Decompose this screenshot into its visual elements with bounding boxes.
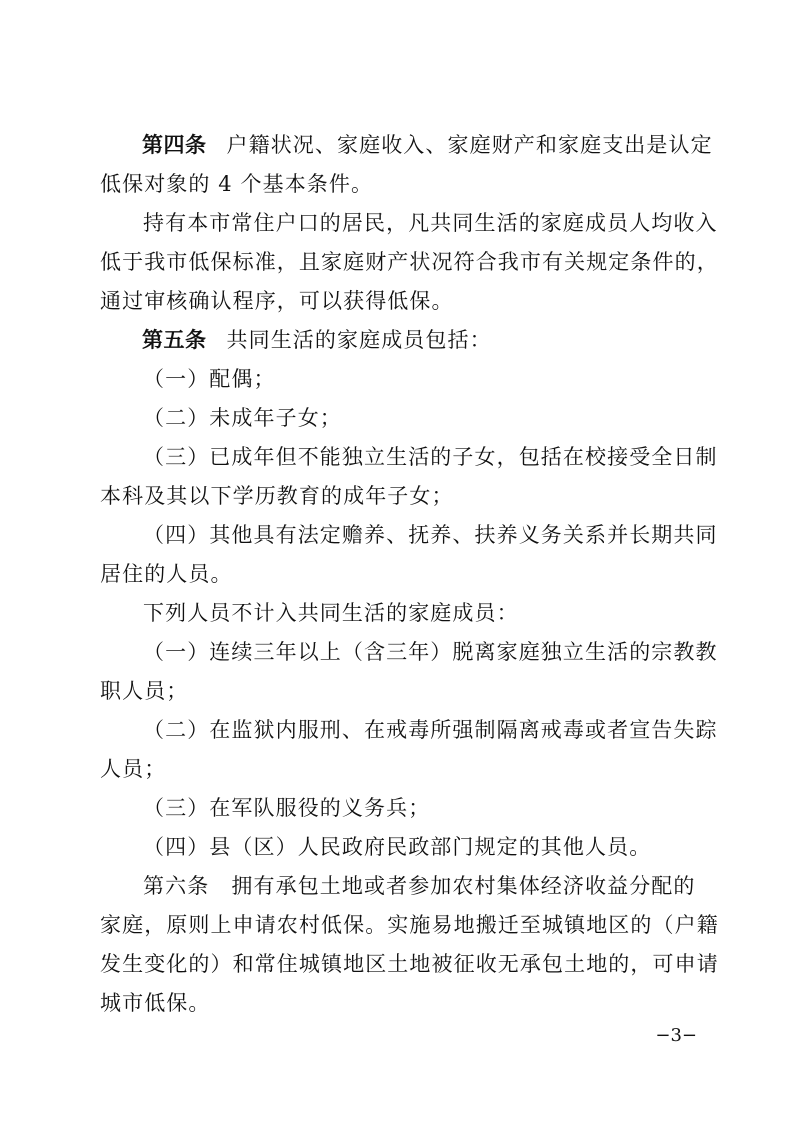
- article6-line1: 第六条 拥有承包土地或者参加农村集体经济收益分配的: [143, 874, 696, 898]
- exclusion-item-4: （四）县（区）人民政府民政部门规定的其他人员。: [143, 835, 652, 859]
- exclusion-item-2-line1: （二）在监狱内服刑、在戒毒所强制隔离戒毒或者宣告失踪: [143, 718, 718, 742]
- article4-text: 户籍状况、家庭收入、家庭财产和家庭支出是认定: [226, 133, 713, 157]
- exclusion-item-3: （三）在军队服役的义务兵；: [143, 796, 431, 820]
- article4-label: 第四条: [142, 133, 207, 157]
- article5-text: 共同生活的家庭成员包括：: [226, 328, 492, 352]
- article4-line2: 低保对象的 4 个基本条件。: [100, 172, 374, 196]
- article4-line1: [100, 130, 713, 160]
- page-number: −3−: [655, 1025, 697, 1046]
- article6-line3: 发生变化的）和常住城镇地区土地被征收无承包土地的，可申请: [100, 952, 719, 976]
- member-item-3-line2: 本科及其以下学历教育的成年子女；: [100, 484, 454, 508]
- member-item-2: （二）未成年子女；: [143, 406, 342, 430]
- article6-line2: 家庭，原则上申请农村低保。实施易地搬迁至城镇地区的（户籍: [100, 913, 719, 937]
- exclusions-intro: 下列人员不计入共同生活的家庭成员：: [143, 601, 519, 625]
- article5-label: 第五条: [142, 328, 207, 352]
- member-item-1: （一）配偶；: [143, 367, 276, 391]
- article5-line: [100, 325, 700, 355]
- member-item-3-line1: （三）已成年但不能独立生活的子女，包括在校接受全日制: [143, 445, 718, 469]
- para-a-line1: 持有本市常住户口的居民，凡共同生活的家庭成员人均收入: [143, 211, 718, 235]
- member-item-4-line1: （四）其他具有法定赡养、抚养、扶养义务关系并长期共同: [143, 523, 718, 547]
- exclusion-item-1-line2: 职人员；: [100, 679, 189, 703]
- exclusion-item-2-line2: 人员；: [100, 757, 167, 781]
- member-item-4-line2: 居住的人员。: [100, 562, 233, 586]
- article6-line4: 城市低保。: [100, 991, 211, 1015]
- exclusion-item-1-line1: （一）连续三年以上（含三年）脱离家庭独立生活的宗教教: [143, 640, 718, 664]
- para-a-line2: 低于我市低保标准，且家庭财产状况符合我市有关规定条件的，: [100, 250, 719, 274]
- para-a-line3: 通过审核确认程序，可以获得低保。: [100, 289, 454, 313]
